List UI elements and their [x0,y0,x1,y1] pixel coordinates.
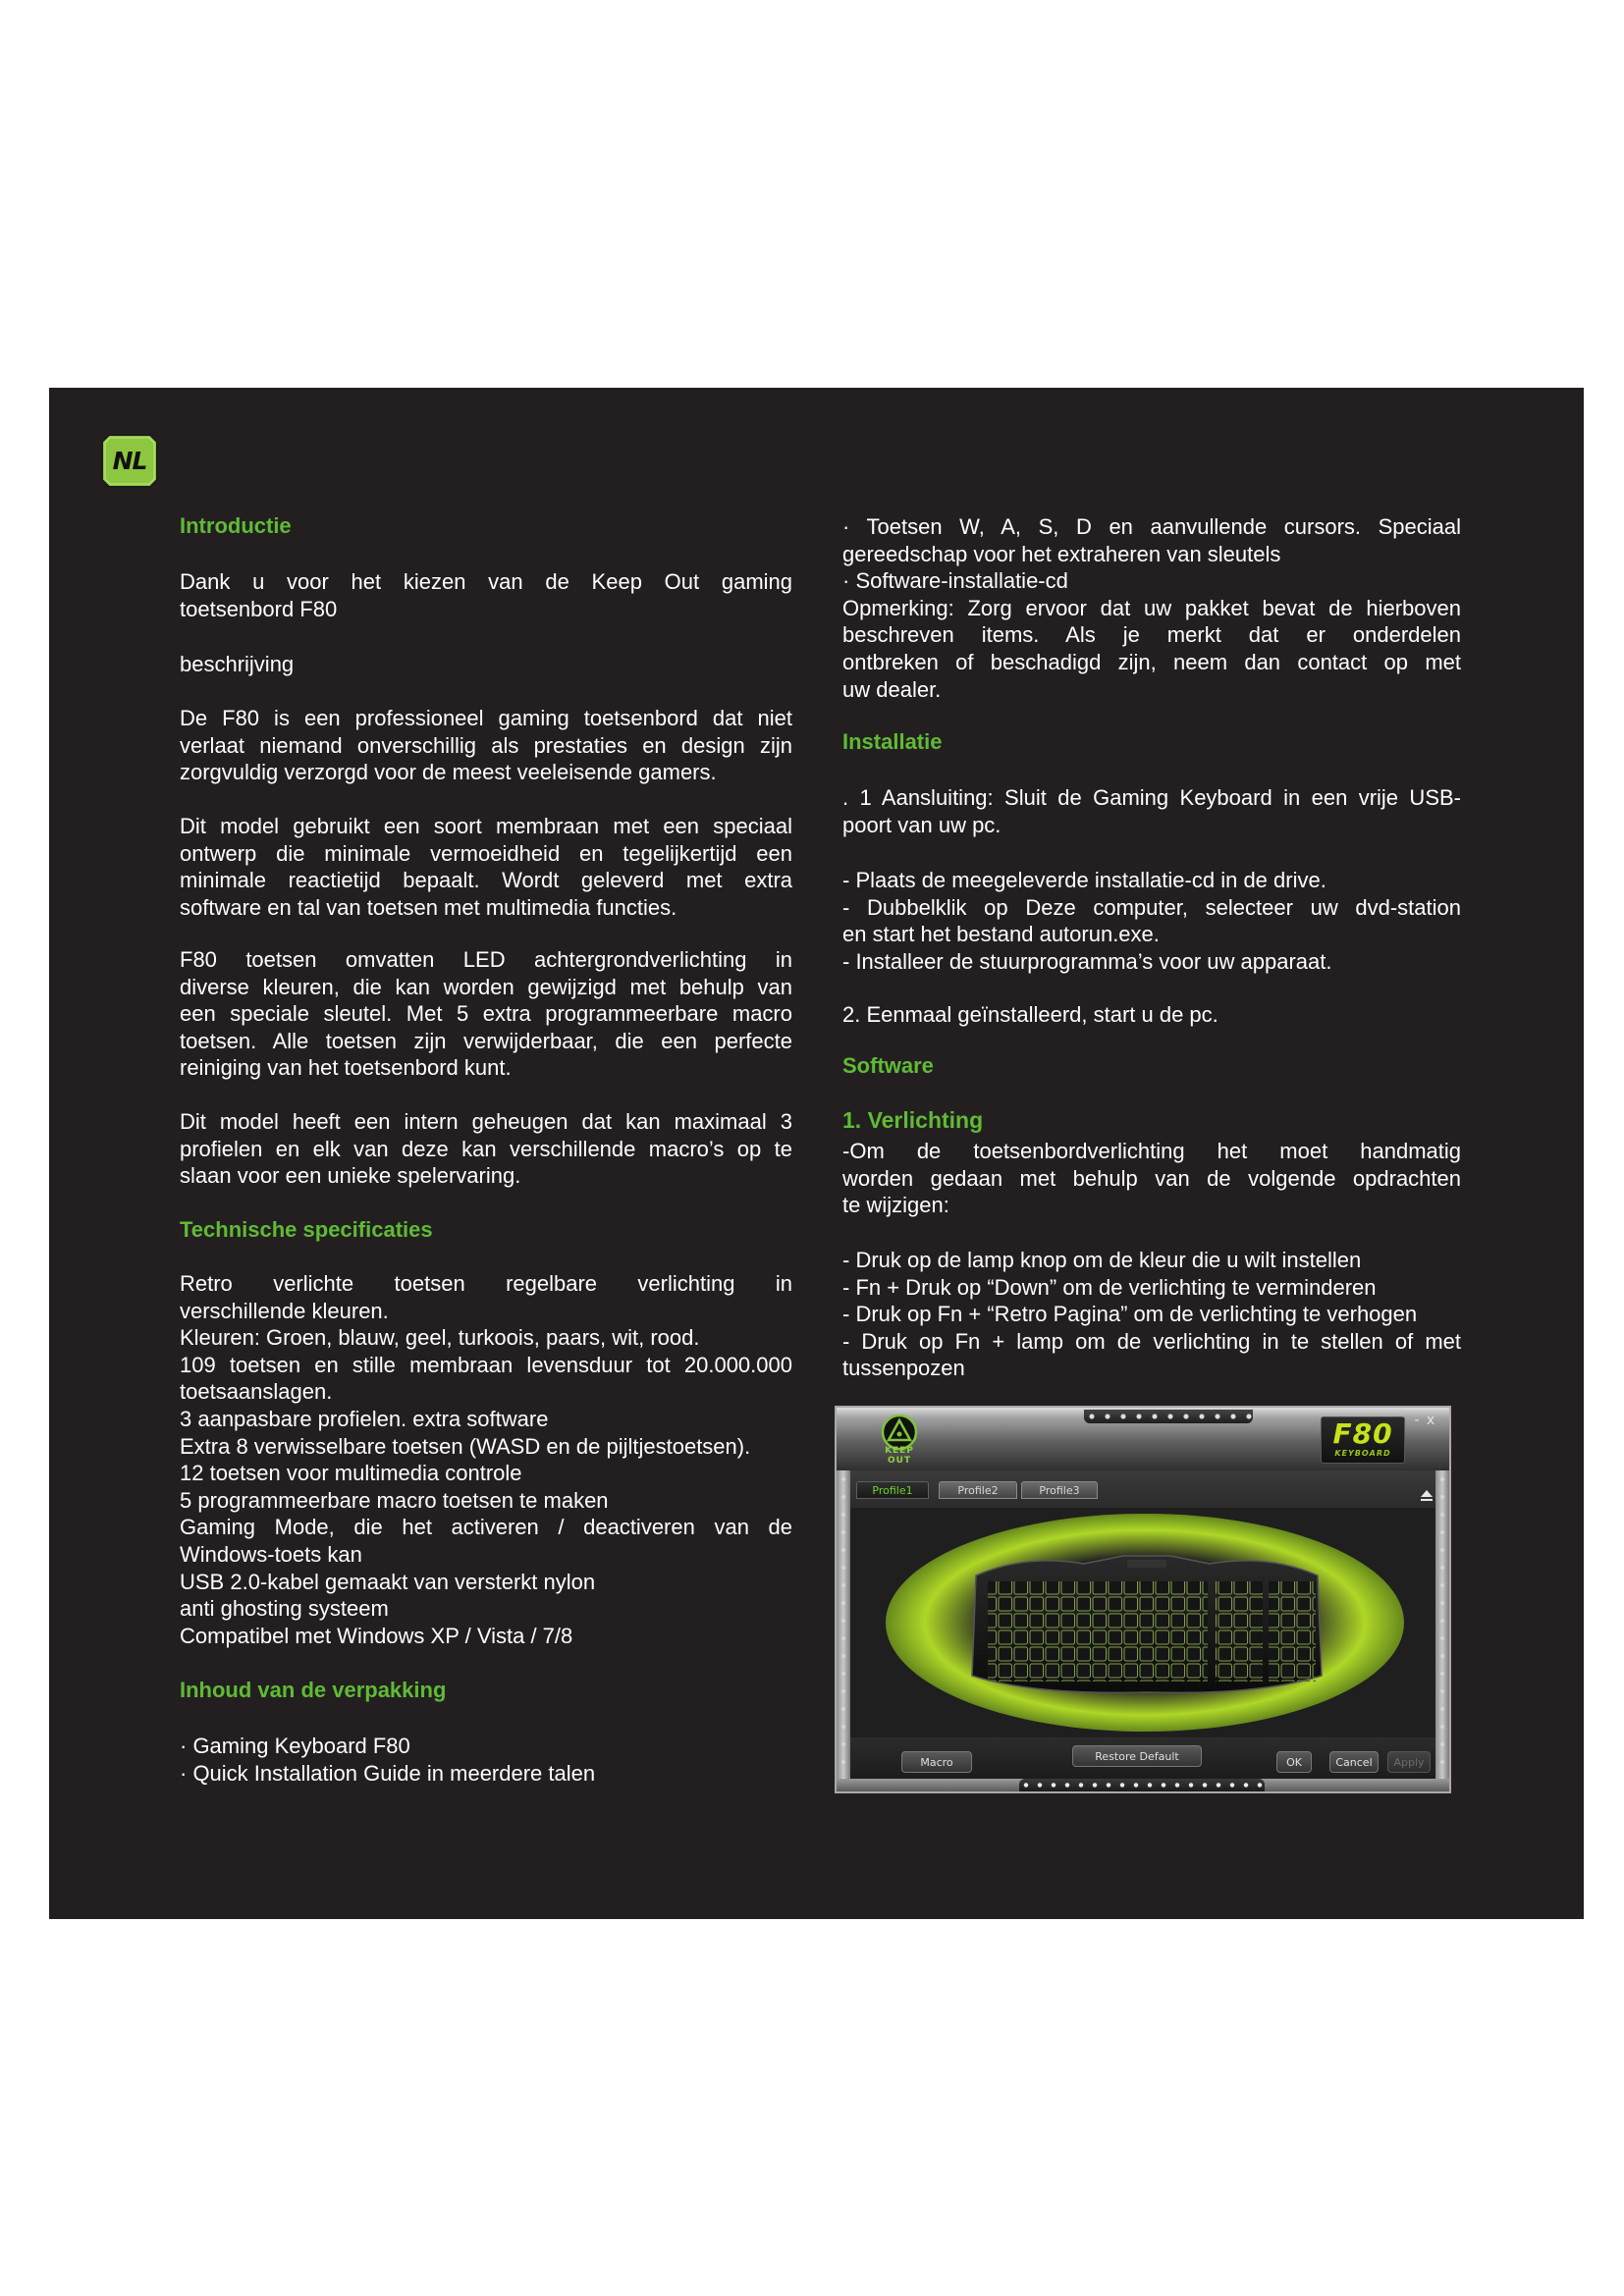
spec-line: USB 2.0-kabel gemaakt van versterkt nylon [180,1569,596,1594]
text-line: 2. Eenmaal geïnstalleerd, start u de pc. [842,1002,1218,1027]
text-line: verlaat niemand onverschillig als prestaties en design zijn [180,732,792,758]
close-icon: x [1426,1413,1435,1428]
text-line: F80 toetsen omvatten LED achtergrondverlichting in [180,947,792,972]
section-heading: Technische specificaties [180,1217,433,1242]
text-line: toetsenbord F80 [180,596,338,621]
memory-paragraph [180,1108,792,1190]
text-line: · Toetsen W, A, S, D en aanvullende cursors. Speciaal [842,514,1461,539]
restore-default-button: Restore Default [1072,1745,1202,1767]
tab-profile3: Profile3 [1021,1481,1098,1499]
tab-profile2: Profile2 [939,1481,1017,1499]
cancel-button: Cancel [1329,1751,1379,1773]
spec-line: 5 programmeerbare macro toetsen te maken [180,1487,609,1513]
product-subtitle: KEYBOARD [1334,1449,1391,1458]
text-line: - Druk op Fn + lamp om de verlichting in te stellen of met [842,1328,1461,1354]
keyboard-image [966,1546,1327,1700]
spec-line: 12 toetsen voor multimedia controle [180,1461,522,1486]
spec-line: Windows-toets kan [180,1541,362,1567]
text-line: - Druk op de lamp knop om de kleur die u wilt instellen [842,1248,1362,1272]
window-controls [1410,1413,1445,1430]
lighting-steps [842,1247,1461,1382]
text-line: software en tal van toetsen met multimedia functies. [180,894,677,920]
text-line: Opmerking: Zorg ervoor dat uw pakket bevat de hierboven [842,595,1461,620]
eject-icon [1420,1490,1434,1502]
text-line: een speciale sleutel. Met 5 extra programmeerbare macro [180,1001,792,1027]
text-line: minimale reactietijd bepaalt. Wordt geleverd met extra [180,868,792,893]
f80-product-logo [1321,1416,1405,1464]
package-heading-block [180,1677,792,1704]
apply-button: Apply [1387,1751,1431,1773]
text-line: uw dealer. [842,676,942,702]
macro-button: Macro [901,1751,972,1773]
text-line: te wijzigen: [842,1193,949,1218]
description-label: beschrijving [180,652,295,676]
logo-text-line1: KEEP [885,1446,914,1456]
product-model: F80 [1332,1417,1393,1450]
text-line: - Fn + Druk op “Down” om de verlichting te verminderen [842,1274,1377,1300]
text-line: ontwerp die minimale vermoeidheid en tegelijkertijd een [180,840,792,866]
language-code: NL [112,447,147,475]
logo-text-line2: OUT [887,1456,912,1466]
section-heading: Introductie [180,513,292,538]
window-titlebar [837,1408,1449,1470]
spec-line: Retro verlichte toetsen regelbare verlichting in [180,1271,792,1296]
text-line: - Plaats de meegeleverde installatie-cd in de drive. [842,868,1326,892]
left-side-rail [837,1470,850,1779]
text-line: · Software-installatie-cd [842,568,1068,594]
restart-paragraph [842,1001,1461,1029]
section-heading: Installatie [842,729,943,754]
section-heading: Software [842,1053,934,1078]
list-item: · Quick Installation Guide in meerdere talen [180,1760,596,1786]
minimize-icon: - [1414,1413,1420,1428]
membrane-paragraph [180,813,792,921]
tab-profile1: Profile1 [856,1481,929,1499]
spec-line: 109 toetsen en stille membraan levensduur tot 20.000.000 [180,1352,792,1377]
text-line: slaan voor een unieke spelervaring. [180,1163,521,1189]
package-list [180,1733,792,1787]
text-line: - Druk op Fn + “Retro Pagina” om de verlichting te verhogen [842,1302,1418,1327]
keep-out-logo [871,1411,928,1468]
right-side-rail [1435,1470,1449,1779]
text-line: reiniging van het toetsenbord kunt. [180,1055,512,1081]
text-line: -Om de toetsenbordverlichting het moet handmatig [842,1139,1461,1163]
spec-line: 3 aanpasbare profielen. extra software [180,1406,549,1431]
software-screenshot [835,1406,1451,1793]
install-heading-block [842,728,1461,756]
keyboard-preview [850,1508,1435,1737]
spec-line: Compatibel met Windows XP / Vista / 7/8 [180,1623,573,1648]
subsection-heading: 1. Verlichting [842,1107,984,1133]
bottom-studs [1019,1779,1265,1791]
text-line: worden gedaan met behulp van de volgende opdrachten [842,1165,1461,1191]
text-line: gereedschap voor het extraheren van sleutels [842,541,1281,566]
lighting-heading-block [842,1107,1461,1135]
text-line: beschreven items. Als je merkt dat er onderdelen [842,622,1461,648]
profile-tabs [850,1470,1435,1508]
intro-heading-block [180,512,792,540]
backlight-paragraph [180,946,792,1082]
software-heading-block [842,1052,1461,1080]
text-line: Dank u voor het kiezen van de Keep Out gaming [180,569,792,594]
text-line: Dit model gebruikt een soort membraan met een speciaal [180,814,792,838]
specs-list [180,1270,792,1649]
spec-line: verschillende kleuren. [180,1298,389,1323]
text-line: - Installeer de stuurprogramma’s voor uw apparaat. [842,948,1332,974]
language-badge [100,433,159,489]
titlebar-studs [1084,1410,1253,1423]
specs-heading-block [180,1216,792,1244]
text-line: Dit model heeft een intern geheugen dat kan maximaal 3 [180,1109,792,1134]
list-item: · Gaming Keyboard F80 [180,1734,410,1758]
package-list-continued [842,513,1461,703]
connect-paragraph [842,784,1461,838]
text-line: tussenpozen [842,1356,965,1381]
install-steps [842,867,1461,975]
ok-button: OK [1276,1751,1312,1773]
spec-line: Extra 8 verwisselbare toetsen (WASD en de pijltjestoetsen). [180,1433,751,1459]
button-bar [850,1737,1435,1779]
bottom-rail [837,1779,1449,1791]
intro-paragraph [180,568,792,622]
text-line: . 1 Aansluiting: Sluit de Gaming Keyboard in een vrije USB- [842,785,1461,810]
text-line: De F80 is een professioneel gaming toetsenbord dat niet [180,706,792,730]
description-label-block [180,651,792,678]
text-line: profielen en elk van deze kan verschillende macro’s op te [180,1136,792,1161]
spec-line: Kleuren: Groen, blauw, geel, turkoois, paars, wit, rood. [180,1325,700,1351]
section-heading: Inhoud van de verpakking [180,1678,447,1702]
text-line: toetsen. Alle toetsen zijn verwijderbaar, die een perfecte [180,1028,792,1053]
text-line: poort van uw pc. [842,812,1001,837]
description-paragraph [180,705,792,786]
text-line: - Dubbelklik op Deze computer, selecteer uw dvd-station [842,894,1461,920]
text-line: ontbreken of beschadigd zijn, neem dan contact op met [842,649,1461,674]
text-line: zorgvuldig verzorgd voor de meest veeleisende gamers. [180,760,717,785]
spec-line: toetsaanslagen. [180,1379,333,1405]
lighting-intro [842,1138,1461,1219]
text-line: diverse kleuren, die kan worden gewijzigd met behulp van [180,974,792,999]
spec-line: anti ghosting systeem [180,1596,389,1622]
text-line: en start het bestand autorun.exe. [842,922,1160,947]
spec-line: Gaming Mode, die het activeren / deactiveren van de [180,1515,792,1540]
